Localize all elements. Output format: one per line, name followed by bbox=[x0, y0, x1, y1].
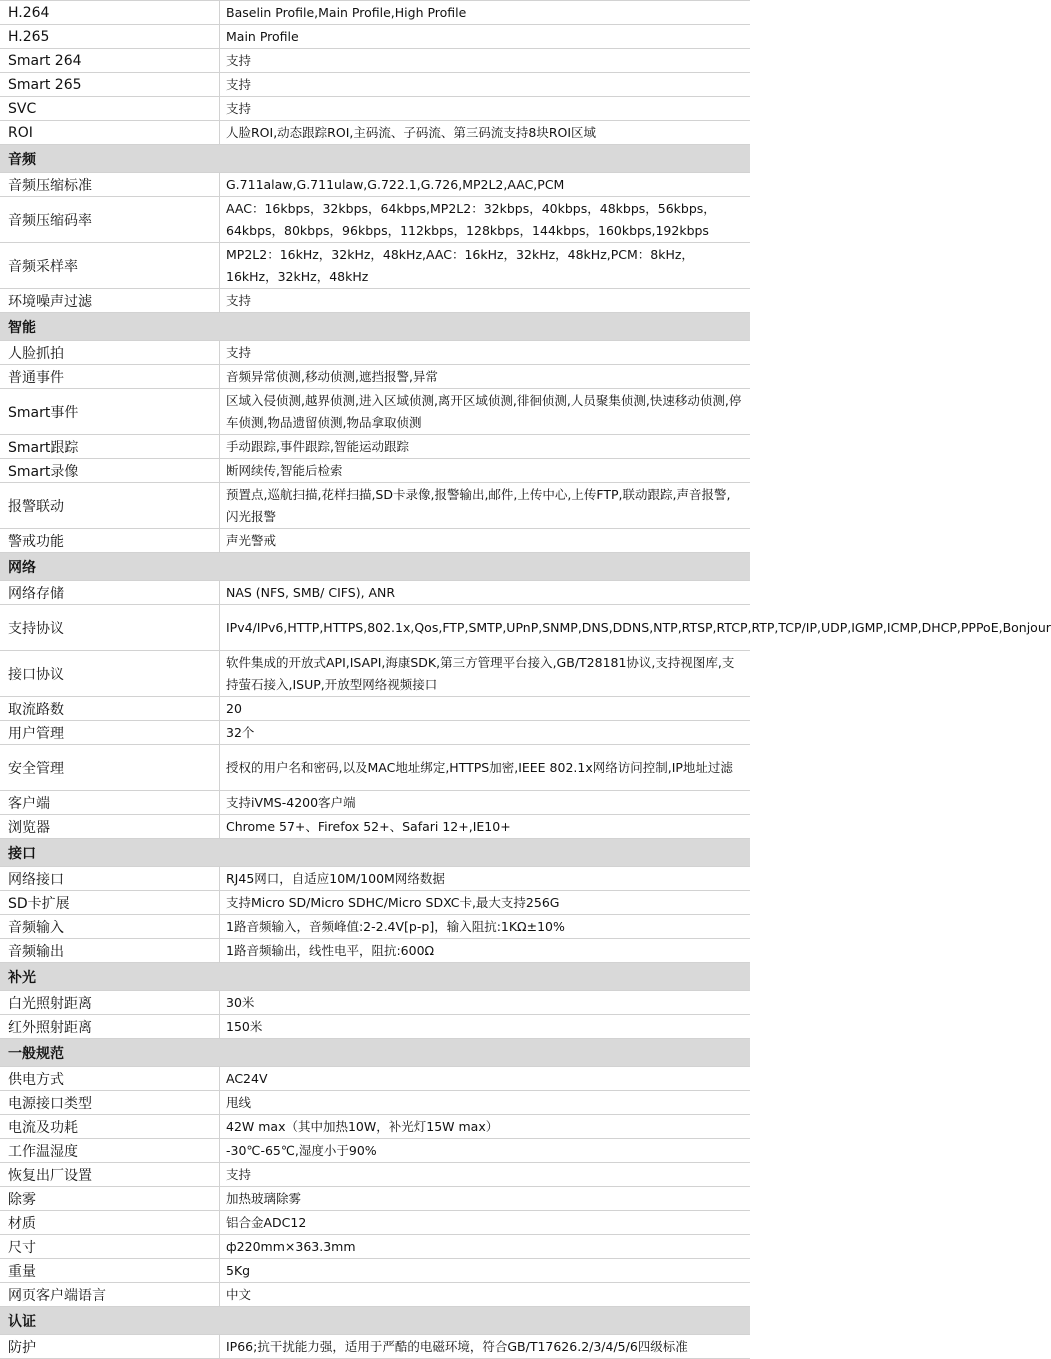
spec-row bbox=[0, 435, 750, 459]
spec-value: AAC：16kbps，32kbps，64kbps,MP2L2：32kbps，40kbps，48kbps，56kbps，64kbps，80kbps，96kbps，112kbps，128kbps，144kbps，160kbps,192kbps bbox=[226, 200, 716, 238]
spec-value: 甩线 bbox=[226, 1094, 252, 1110]
spec-row bbox=[0, 197, 750, 243]
spec-row bbox=[0, 1163, 750, 1187]
spec-label: 工作温湿度 bbox=[0, 1139, 220, 1162]
spec-label: H.265 bbox=[0, 25, 220, 48]
spec-value-cell bbox=[220, 529, 750, 552]
spec-value: IPv4/IPv6,HTTP,HTTPS,802.1x,Qos,FTP,SMTP,UPnP,SNMP,DNS,DDNS,NTP,RTSP,RTCP,RTP,TCP/IP,UDP,IGMP,ICMP,DHCP,PPPoE,Bonjour bbox=[226, 619, 1051, 635]
spec-label: 网络存储 bbox=[0, 581, 220, 604]
spec-row bbox=[0, 365, 750, 389]
spec-value: 人脸ROI,动态跟踪ROI,主码流、子码流、第三码流支持8块ROI区域 bbox=[226, 124, 597, 140]
spec-row bbox=[0, 459, 750, 483]
spec-label: 材质 bbox=[0, 1211, 220, 1234]
spec-row bbox=[0, 121, 750, 145]
spec-value: 支持 bbox=[226, 76, 252, 92]
spec-label: ROI bbox=[0, 121, 220, 144]
spec-value: 20 bbox=[226, 700, 242, 716]
spec-row bbox=[0, 721, 750, 745]
section-header bbox=[0, 1039, 750, 1067]
spec-label: Smart事件 bbox=[0, 389, 220, 434]
spec-value-cell bbox=[220, 1015, 750, 1038]
spec-row bbox=[0, 73, 750, 97]
spec-value-cell bbox=[220, 173, 750, 196]
spec-value: 42W max（其中加热10W，补光灯15W max） bbox=[226, 1118, 499, 1134]
spec-value: MP2L2：16kHz，32kHz，48kHz,AAC：16kHz，32kHz，48kHz,PCM：8kHz，16kHz，32kHz，48kHz bbox=[226, 246, 694, 284]
spec-value: Baselin Profile,Main Profile,High Profile bbox=[226, 4, 467, 20]
spec-value-cell bbox=[220, 1, 750, 24]
spec-value-cell bbox=[220, 915, 750, 938]
spec-label: 浏览器 bbox=[0, 815, 220, 838]
section-title: 智能 bbox=[8, 319, 36, 336]
spec-value-cell bbox=[220, 745, 750, 790]
spec-label: 音频输入 bbox=[0, 915, 220, 938]
spec-value-cell bbox=[220, 49, 750, 72]
spec-label: Smart 265 bbox=[0, 73, 220, 96]
spec-value: 30米 bbox=[226, 994, 255, 1010]
spec-label: 供电方式 bbox=[0, 1067, 220, 1090]
spec-label: 恢复出厂设置 bbox=[0, 1163, 220, 1186]
spec-row bbox=[0, 97, 750, 121]
spec-value-cell bbox=[220, 1091, 750, 1114]
spec-label: 取流路数 bbox=[0, 697, 220, 720]
spec-value: G.711alaw,G.711ulaw,G.722.1,G.726,MP2L2,AAC,PCM bbox=[226, 176, 565, 192]
spec-value-cell bbox=[220, 435, 750, 458]
spec-value: 区域入侵侦测,越界侦测,进入区域侦测,离开区域侦测,徘徊侦测,人员聚集侦测,快速移动侦测,停车侦测,物品遗留侦测,物品拿取侦测 bbox=[226, 392, 742, 430]
spec-value: 5Kg bbox=[226, 1262, 251, 1278]
spec-value-cell bbox=[220, 1163, 750, 1186]
spec-row bbox=[0, 1115, 750, 1139]
spec-row bbox=[0, 867, 750, 891]
spec-value: Chrome 57+、Firefox 52+、Safari 12+,IE10+ bbox=[226, 818, 511, 834]
spec-label: Smart跟踪 bbox=[0, 435, 220, 458]
spec-row bbox=[0, 1067, 750, 1091]
spec-value-cell bbox=[220, 365, 750, 388]
spec-value: 支持 bbox=[226, 1166, 252, 1182]
spec-row bbox=[0, 289, 750, 313]
spec-value: 声光警戒 bbox=[226, 532, 277, 548]
spec-value-cell bbox=[220, 651, 750, 696]
spec-row bbox=[0, 891, 750, 915]
spec-value-cell bbox=[220, 867, 750, 890]
spec-label: Smart录像 bbox=[0, 459, 220, 482]
spec-value: 软件集成的开放式API,ISAPI,海康SDK,第三方管理平台接入,GB/T28181协议,支持视图库,支持萤石接入,ISUP,开放型网络视频接口 bbox=[226, 654, 735, 692]
spec-value-cell bbox=[220, 1235, 750, 1258]
spec-value-cell bbox=[220, 1335, 750, 1358]
spec-value-cell bbox=[220, 1067, 750, 1090]
spec-value: -30℃-65℃,湿度小于90% bbox=[226, 1142, 377, 1158]
spec-row bbox=[0, 651, 750, 697]
spec-label: 重量 bbox=[0, 1259, 220, 1282]
spec-value-cell bbox=[220, 581, 750, 604]
spec-value: 1路音频输出，线性电平，阻抗:600Ω bbox=[226, 942, 435, 958]
section-title: 网络 bbox=[8, 559, 36, 576]
spec-value: ф220mm×363.3mm bbox=[226, 1238, 356, 1254]
spec-value-cell bbox=[220, 891, 750, 914]
spec-label: 警戒功能 bbox=[0, 529, 220, 552]
spec-value-cell bbox=[220, 459, 750, 482]
spec-value-cell bbox=[220, 389, 750, 434]
spec-value-cell bbox=[220, 815, 750, 838]
spec-value: 150米 bbox=[226, 1018, 263, 1034]
spec-label: 防护 bbox=[0, 1335, 220, 1358]
spec-label: 网页客户端语言 bbox=[0, 1283, 220, 1306]
section-title: 补光 bbox=[8, 969, 36, 986]
spec-label: 接口协议 bbox=[0, 651, 220, 696]
spec-row bbox=[0, 697, 750, 721]
spec-label: 用户管理 bbox=[0, 721, 220, 744]
spec-row bbox=[0, 745, 750, 791]
spec-value: 音频异常侦测,移动侦测,遮挡报警,异常 bbox=[226, 368, 438, 384]
spec-label: 音频压缩标准 bbox=[0, 173, 220, 196]
spec-value: 中文 bbox=[226, 1286, 252, 1302]
spec-label: 音频输出 bbox=[0, 939, 220, 962]
spec-value-cell bbox=[220, 1139, 750, 1162]
spec-row bbox=[0, 991, 750, 1015]
spec-value-cell bbox=[220, 243, 750, 288]
spec-value-cell bbox=[220, 73, 750, 96]
spec-value: IP66;抗干扰能力强，适用于严酷的电磁环境，符合GB/T17626.2/3/4/5/6四级标准 bbox=[226, 1338, 688, 1354]
spec-row bbox=[0, 1211, 750, 1235]
spec-value-cell bbox=[220, 605, 1051, 650]
spec-value: 授权的用户名和密码,以及MAC地址绑定,HTTPS加密,IEEE 802.1x网络访问控制,IP地址过滤 bbox=[226, 759, 733, 775]
spec-value: 1路音频输入，音频峰值:2-2.4V[p-p]，输入阻抗:1KΩ±10% bbox=[226, 918, 565, 934]
spec-value: 支持iVMS-4200客户端 bbox=[226, 794, 356, 810]
spec-row bbox=[0, 243, 750, 289]
spec-label: 音频压缩码率 bbox=[0, 197, 220, 242]
spec-row bbox=[0, 915, 750, 939]
spec-value-cell bbox=[220, 791, 750, 814]
spec-row bbox=[0, 1283, 750, 1307]
spec-row bbox=[0, 939, 750, 963]
spec-value-cell bbox=[220, 197, 750, 242]
spec-row bbox=[0, 1235, 750, 1259]
spec-value: 支持Micro SD/Micro SDHC/Micro SDXC卡,最大支持256G bbox=[226, 894, 560, 910]
spec-value-cell bbox=[220, 1187, 750, 1210]
section-header bbox=[0, 1307, 750, 1335]
section-title: 一般规范 bbox=[8, 1045, 64, 1062]
spec-value-cell bbox=[220, 121, 750, 144]
section-header bbox=[0, 839, 750, 867]
spec-row bbox=[0, 1187, 750, 1211]
section-title: 音频 bbox=[8, 151, 36, 168]
spec-row bbox=[0, 605, 1051, 651]
spec-label: Smart 264 bbox=[0, 49, 220, 72]
spec-value-cell bbox=[220, 25, 750, 48]
spec-row bbox=[0, 49, 750, 73]
section-header bbox=[0, 145, 750, 173]
spec-value: RJ45网口，自适应10M/100M网络数据 bbox=[226, 870, 445, 886]
spec-value-cell bbox=[220, 341, 750, 364]
spec-value: 支持 bbox=[226, 52, 252, 68]
spec-label: SD卡扩展 bbox=[0, 891, 220, 914]
spec-value: 手动跟踪,事件跟踪,智能运动跟踪 bbox=[226, 438, 409, 454]
spec-label: 支持协议 bbox=[0, 605, 220, 650]
spec-value: 加热玻璃除雾 bbox=[226, 1190, 302, 1206]
spec-value: Main Profile bbox=[226, 28, 299, 44]
spec-value: AC24V bbox=[226, 1070, 268, 1086]
spec-value-cell bbox=[220, 1211, 750, 1234]
spec-value-cell bbox=[220, 97, 750, 120]
spec-row bbox=[0, 791, 750, 815]
spec-row bbox=[0, 25, 750, 49]
spec-label: SVC bbox=[0, 97, 220, 120]
spec-value-cell bbox=[220, 721, 750, 744]
spec-label: H.264 bbox=[0, 1, 220, 24]
spec-label: 尺寸 bbox=[0, 1235, 220, 1258]
spec-label: 红外照射距离 bbox=[0, 1015, 220, 1038]
spec-value: 支持 bbox=[226, 100, 252, 116]
spec-value-cell bbox=[220, 1283, 750, 1306]
spec-value-cell bbox=[220, 697, 750, 720]
spec-value: 断网续传,智能后检索 bbox=[226, 462, 343, 478]
spec-value: NAS (NFS, SMB/ CIFS), ANR bbox=[226, 584, 396, 600]
spec-row bbox=[0, 341, 750, 365]
spec-label: 电流及功耗 bbox=[0, 1115, 220, 1138]
spec-value: 支持 bbox=[226, 344, 252, 360]
spec-value-cell bbox=[220, 939, 750, 962]
spec-value: 支持 bbox=[226, 292, 252, 308]
spec-row bbox=[0, 1259, 750, 1283]
spec-value-cell bbox=[220, 483, 750, 528]
section-title: 认证 bbox=[8, 1313, 36, 1330]
spec-value: 32个 bbox=[226, 724, 255, 740]
section-header bbox=[0, 313, 750, 341]
spec-label: 电源接口类型 bbox=[0, 1091, 220, 1114]
spec-value-cell bbox=[220, 1259, 750, 1282]
section-header bbox=[0, 553, 750, 581]
spec-value-cell bbox=[220, 289, 750, 312]
spec-value-cell bbox=[220, 1115, 750, 1138]
spec-row bbox=[0, 529, 750, 553]
spec-row bbox=[0, 389, 750, 435]
spec-row bbox=[0, 1091, 750, 1115]
spec-label: 音频采样率 bbox=[0, 243, 220, 288]
spec-value: 铝合金ADC12 bbox=[226, 1214, 307, 1230]
spec-row bbox=[0, 815, 750, 839]
section-header bbox=[0, 963, 750, 991]
spec-label: 网络接口 bbox=[0, 867, 220, 890]
spec-label: 报警联动 bbox=[0, 483, 220, 528]
spec-row bbox=[0, 581, 750, 605]
spec-row bbox=[0, 483, 750, 529]
spec-label: 白光照射距离 bbox=[0, 991, 220, 1014]
spec-row bbox=[0, 1139, 750, 1163]
spec-row bbox=[0, 173, 750, 197]
spec-value-cell bbox=[220, 991, 750, 1014]
spec-label: 客户端 bbox=[0, 791, 220, 814]
spec-row bbox=[0, 1015, 750, 1039]
section-title: 接口 bbox=[8, 845, 36, 862]
spec-label: 普通事件 bbox=[0, 365, 220, 388]
spec-row bbox=[0, 1, 750, 25]
spec-label: 环境噪声过滤 bbox=[0, 289, 220, 312]
spec-label: 人脸抓拍 bbox=[0, 341, 220, 364]
spec-label: 安全管理 bbox=[0, 745, 220, 790]
spec-label: 除雾 bbox=[0, 1187, 220, 1210]
spec-value: 预置点,巡航扫描,花样扫描,SD卡录像,报警输出,邮件,上传中心,上传FTP,联动跟踪,声音报警,闪光报警 bbox=[226, 486, 731, 524]
spec-row bbox=[0, 1335, 750, 1359]
